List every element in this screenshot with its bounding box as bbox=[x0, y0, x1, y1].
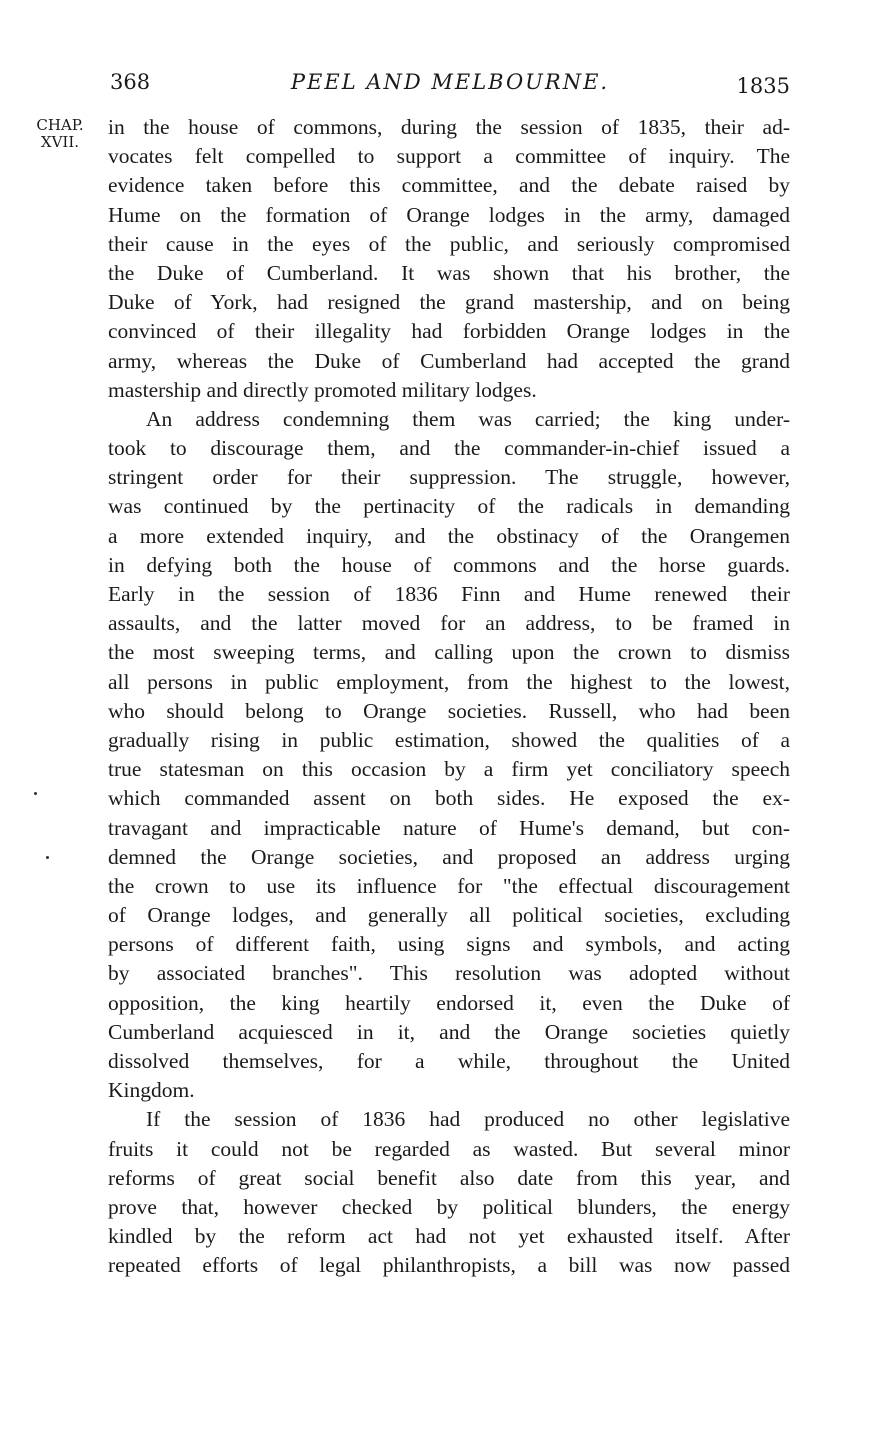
text-line: who should belong to Orange societies. Russell, who had been bbox=[108, 698, 790, 723]
chapter-label: CHAP. bbox=[36, 116, 84, 134]
text-line: Kingdom. bbox=[108, 1078, 195, 1103]
text-line: opposition, the king heartily endorsed it, even the Duke of bbox=[108, 990, 790, 1015]
text-line: was continued by the pertinacity of the radicals in demanding bbox=[108, 494, 790, 519]
text-line: took to discourage them, and the commander-in-chief issued a bbox=[108, 436, 790, 461]
text-line: An address condemning them was carried; the king under- bbox=[146, 406, 790, 431]
text-line: dissolved themselves, for a while, throughout the United bbox=[108, 1049, 790, 1073]
text-line: in the house of commons, during the session of 1835, their ad- bbox=[108, 115, 790, 139]
page-header bbox=[110, 70, 790, 104]
text-line: Early in the session of 1836 Finn and Hume renewed their bbox=[108, 582, 790, 606]
text-line: persons of different faith, using signs and symbols, and acting bbox=[108, 932, 790, 957]
text-line: in defying both the house of commons and the horse guards. bbox=[108, 552, 790, 577]
text-line: true statesman on this occasion by a firm yet conciliatory speech bbox=[108, 757, 790, 782]
text-line: kindled by the reform act had not yet exhausted itself. After bbox=[108, 1224, 790, 1249]
text-line: prove that, however checked by political blunders, the energy bbox=[108, 1194, 790, 1219]
body-text bbox=[108, 113, 790, 1281]
text-line: army, whereas the Duke of Cumberland had accepted the grand bbox=[108, 348, 790, 373]
page-number: 368 bbox=[110, 70, 151, 94]
text-line: mastership and directly promoted military lodges. bbox=[108, 377, 537, 402]
header-year: 1835 bbox=[736, 74, 790, 98]
text-line: stringent order for their suppression. The struggle, however, bbox=[108, 465, 790, 490]
margin-speck bbox=[46, 856, 49, 859]
text-line: Cumberland acquiesced in it, and the Orange societies quietly bbox=[108, 1019, 790, 1044]
text-line: demned the Orange societies, and proposed an address urging bbox=[108, 844, 790, 869]
text-line: their cause in the eyes of the public, and seriously compromised bbox=[108, 231, 790, 256]
text-line: travagant and impracticable nature of Hume's demand, but con- bbox=[108, 815, 790, 840]
chapter-margin-note bbox=[22, 117, 98, 151]
text-line: all persons in public employment, from the highest to the lowest, bbox=[108, 669, 790, 694]
running-title: PEEL AND MELBOURNE. bbox=[290, 70, 610, 94]
text-line: Duke of York, had resigned the grand mastership, and on being bbox=[108, 290, 790, 315]
text-line: by associated branches". This resolution was adopted without bbox=[108, 961, 790, 986]
text-line: evidence taken before this committee, and the debate raised by bbox=[108, 173, 790, 198]
text-line: fruits it could not be regarded as wasted. But several minor bbox=[108, 1136, 790, 1161]
text-line: repeated efforts of legal philanthropists, a bill was now passed bbox=[108, 1253, 790, 1278]
margin-speck bbox=[34, 792, 37, 795]
text-line: If the session of 1836 had produced no other legislative bbox=[146, 1107, 790, 1132]
text-line: reforms of great social benefit also date from this year, and bbox=[108, 1165, 790, 1190]
text-line: the crown to use its influence for "the effectual discouragement bbox=[108, 873, 790, 898]
text-line: Hume on the formation of Orange lodges in the army, damaged bbox=[108, 202, 790, 227]
chapter-number: XVII. bbox=[40, 133, 80, 151]
text-line: which commanded assent on both sides. He exposed the ex- bbox=[108, 786, 790, 811]
text-line: of Orange lodges, and generally all political societies, excluding bbox=[108, 903, 790, 928]
text-line: convinced of their illegality had forbidden Orange lodges in the bbox=[108, 319, 790, 344]
text-line: gradually rising in public estimation, showed the qualities of a bbox=[108, 727, 790, 752]
text-line: the most sweeping terms, and calling upon the crown to dismiss bbox=[108, 640, 790, 665]
text-line: the Duke of Cumberland. It was shown that his brother, the bbox=[108, 260, 790, 285]
text-line: vocates felt compelled to support a committee of inquiry. The bbox=[108, 144, 790, 169]
text-line: a more extended inquiry, and the obstinacy of the Orangemen bbox=[108, 523, 790, 548]
text-line: assaults, and the latter moved for an address, to be framed in bbox=[108, 611, 790, 636]
